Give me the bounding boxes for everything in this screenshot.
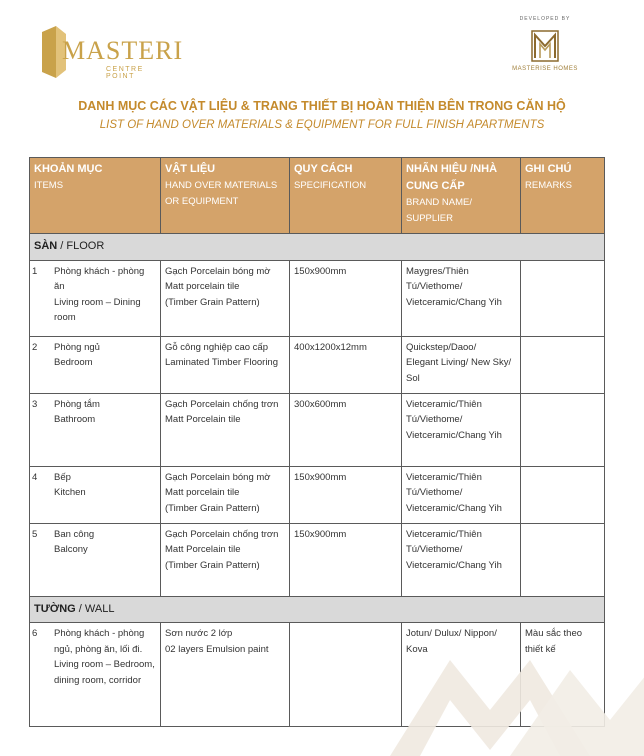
- item-names: [54, 626, 156, 688]
- cell-line: Kitchen: [54, 487, 86, 498]
- remark-cell: Màu sắc theo thiết kế: [521, 623, 605, 727]
- cell-line: Gạch Porcelain chống trơn: [165, 528, 279, 540]
- header-materials: VẬT LIỆU HAND OVER MATERIALS OR EQUIPMENT: [161, 158, 290, 234]
- section-title: [30, 234, 605, 261]
- cell-line: Matt porcelain tile: [165, 487, 240, 498]
- item-cell: [30, 466, 161, 523]
- cell-line: Ban công: [54, 528, 95, 540]
- masterise-emblem-icon: [531, 30, 559, 62]
- item-cell: [30, 523, 161, 596]
- remark-cell: [521, 336, 605, 393]
- material-cell: [161, 260, 290, 336]
- row-number: 4: [32, 471, 38, 483]
- header-brand: NHÃN HIỆU /NHÀ CUNG CẤP BRAND NAME/ SUPPLIER: [402, 158, 521, 234]
- material-cell: [161, 336, 290, 393]
- spec-cell: 150x900mm: [290, 466, 402, 523]
- remark-cell: [521, 393, 605, 466]
- brand-cell: [402, 260, 521, 336]
- section-title-vi: SÀN: [34, 240, 58, 252]
- section-title: [30, 596, 605, 623]
- cell-line: Matt porcelain tile: [165, 281, 240, 292]
- item-names: [54, 264, 156, 326]
- masteri-brand-sub: CENTRE POINT: [106, 66, 144, 80]
- cell-line: Gỗ công nghiệp cao cấp: [165, 341, 268, 353]
- table-row: [30, 523, 605, 596]
- cell-line: Living room – Dining room: [54, 296, 141, 323]
- remark-cell: [521, 260, 605, 336]
- cell-line: (Timber Grain Pattern): [165, 296, 260, 308]
- table-row: [30, 260, 605, 336]
- header-remarks: GHI CHÚ REMARKS: [521, 158, 605, 234]
- section-row: [30, 596, 605, 623]
- item-cell: [30, 260, 161, 336]
- cell-line: Bếp: [54, 471, 71, 483]
- cell-line: Elegant Living/ New Sky/ Sol: [406, 357, 512, 384]
- table-row: [30, 623, 605, 727]
- cell-line: (Timber Grain Pattern): [165, 559, 260, 571]
- section-title-vi: TƯỜNG: [34, 602, 76, 615]
- brand-cell: [402, 336, 521, 393]
- cell-line: Vietceramic/Thiên Tú/Viethome/: [406, 398, 482, 425]
- brand-cell: [402, 523, 521, 596]
- cell-line: Living room – Bedroom, dining room, corridor: [54, 659, 155, 686]
- section-title-en: / WALL: [75, 602, 115, 615]
- materials-table: [29, 157, 605, 727]
- material-cell: [161, 623, 290, 727]
- cell-line: Gạch Porcelain chống trơn: [165, 398, 279, 410]
- cell-line: Bathroom: [54, 414, 96, 425]
- section-title-en: / FLOOR: [57, 240, 105, 252]
- table-header-row: [30, 158, 605, 234]
- title-vietnamese: DANH MỤC CÁC VẬT LIỆU & TRANG THIẾT BỊ HOÀN THIỆN BÊN TRONG CĂN HỘ: [78, 99, 566, 113]
- cell-line: Maygres/Thiên Tú/Viethome/: [406, 265, 469, 292]
- cell-line: Vietceramic/Chang Yih: [406, 559, 502, 571]
- item-cell: [30, 623, 161, 727]
- material-cell: [161, 466, 290, 523]
- brand-cell: [402, 466, 521, 523]
- cell-line: Quickstep/Daoo/: [406, 341, 477, 353]
- cell-line: Phòng khách - phòng ăn: [54, 265, 145, 292]
- table-row: [30, 393, 605, 466]
- item-names: [54, 527, 94, 558]
- cell-line: Vietceramic/Chang Yih: [406, 502, 502, 514]
- spec-cell: 150x900mm: [290, 260, 402, 336]
- cell-line: Jotun/ Dulux/ Nippon/ Kova: [406, 628, 497, 655]
- spec-cell: [290, 623, 402, 727]
- material-cell: [161, 393, 290, 466]
- cell-line: 02 layers Emulsion paint: [165, 643, 269, 655]
- item-names: [54, 397, 100, 428]
- table-row: [30, 336, 605, 393]
- header-items: KHOẢN MỤC ITEMS: [30, 158, 161, 234]
- developed-by-caption: DEVELOPED BY: [519, 16, 571, 22]
- cell-line: Gạch Porcelain bóng mờ: [165, 265, 271, 277]
- brand-cell: [402, 393, 521, 466]
- row-number: 5: [32, 528, 38, 540]
- cell-line: Vietceramic/Thiên Tú/Viethome/: [406, 528, 482, 555]
- row-number: 2: [32, 341, 38, 353]
- item-names: [54, 340, 100, 371]
- remark-cell: [521, 523, 605, 596]
- section-row: [30, 234, 605, 261]
- spec-cell: 400x1200x12mm: [290, 336, 402, 393]
- masteri-logo: [40, 26, 184, 82]
- cell-line: Laminated Timber Flooring: [165, 357, 278, 368]
- remark-cell: [521, 466, 605, 523]
- spec-cell: 300x600mm: [290, 393, 402, 466]
- cell-line: (Timber Grain Pattern): [165, 502, 260, 514]
- cell-line: Matt Porcelain tile: [165, 414, 241, 425]
- item-cell: [30, 393, 161, 466]
- cell-line: Phòng khách - phòng ngủ, phòng ăn, lối đi.: [54, 628, 145, 655]
- row-number: 6: [32, 628, 38, 639]
- row-number: 1: [32, 265, 38, 277]
- header-specification: QUY CÁCH SPECIFICATION: [290, 158, 402, 234]
- cell-line: Vietceramic/Thiên Tú/Viethome/: [406, 471, 482, 498]
- cell-line: Vietceramic/Chang Yih: [406, 429, 502, 441]
- cell-line: Gạch Porcelain bóng mờ: [165, 471, 271, 483]
- masterise-logo: [505, 16, 585, 86]
- masteri-brand-name: MASTERI: [62, 36, 184, 65]
- cell-line: Phòng tắm: [54, 398, 100, 410]
- cell-line: Vietceramic/Chang Yih: [406, 296, 502, 308]
- developer-name: MASTERISE HOMES: [512, 66, 578, 72]
- spec-cell: 150x900mm: [290, 523, 402, 596]
- cell-line: Matt Porcelain tile: [165, 544, 241, 555]
- material-cell: [161, 523, 290, 596]
- table-row: [30, 466, 605, 523]
- cell-line: Phòng ngủ: [54, 341, 100, 353]
- cell-line: Bedroom: [54, 357, 93, 368]
- row-number: 3: [32, 398, 38, 410]
- cell-line: Balcony: [54, 544, 88, 555]
- title-english: LIST OF HAND OVER MATERIALS & EQUIPMENT FOR FULL FINISH APARTMENTS: [99, 119, 545, 131]
- cell-line: Sơn nước 2 lớp: [165, 628, 233, 639]
- brand-cell: [402, 623, 521, 727]
- item-cell: [30, 336, 161, 393]
- item-names: [54, 470, 86, 501]
